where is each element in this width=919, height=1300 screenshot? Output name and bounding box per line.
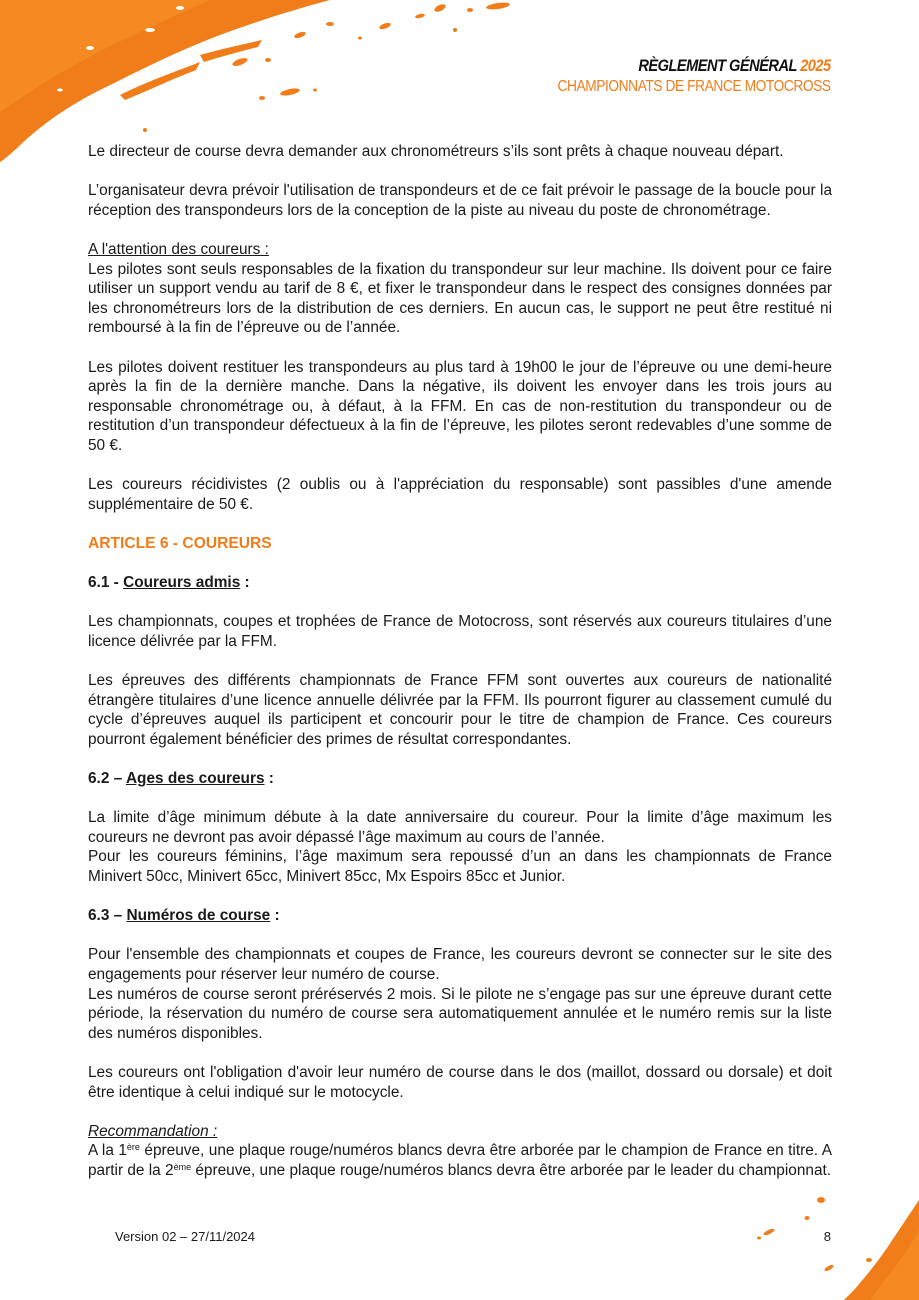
paragraph: Le directeur de course devra demander aux chronométreurs s’ils sont prêts à chaque nouveau départ. (88, 143, 784, 160)
superscript: ère (126, 1142, 140, 1153)
section-colon: : (264, 770, 274, 787)
section-number: 6.3 – (88, 907, 127, 925)
recommendation-paragraph (88, 1141, 832, 1180)
paragraph: L’organisateur devra prévoir l'utilisation de transpondeurs et de ce fait prévoir le passage de la boucle pour la réception des transpondeurs lors de la conception de la piste au niveau du poste de chronométrage. (88, 182, 832, 219)
paragraph: Les pilotes sont seuls responsables de la fixation du transpondeur sur leur machine. Ils doivent pour ce faire utiliser un support vendu au tarif de 8 €, et fixer le transpondeur dans le respect des consignes données par les chronométreurs lors de la distribution de ces derniers. En aucun cas, le support ne peut être restitué ni remboursé à la fin de l’épreuve ou de l’année. (88, 260, 832, 337)
paragraph: Les numéros de course seront préréservés 2 mois. Si le pilote ne s’engage pas sur une épreuve durant cette période, la réservation du numéro de course sera automatiquement annulée et le numéro remis sur la liste des numéros disponibles. (88, 985, 832, 1042)
text-run: épreuve, une plaque rouge/numéros blancs devra être arborée par le champion de France en titre. A partir de la 2 (88, 1142, 832, 1179)
text-run: A la 1 (88, 1142, 127, 1160)
section-6-2-heading (88, 769, 832, 789)
section-colon: : (240, 574, 250, 592)
paragraph: La limite d’âge minimum débute à la date anniversaire du coureur. Pour la limite d’âge maximum les coureurs ne devront pas avoir dépassé l’âge maximum au cours de l’année. (88, 809, 832, 846)
section-colon: : (270, 907, 280, 925)
section-title: Ages des coureurs (125, 770, 265, 787)
page-number: 8 (823, 1229, 831, 1244)
footer-version: Version 02 – 27/11/2024 (115, 1229, 255, 1244)
paragraph: Pour l'ensemble des championnats et coupes de France, les coureurs devront se connecter sur le site des engagements pour réserver leur numéro de course. (88, 946, 832, 983)
document-body (88, 142, 832, 1200)
paragraph: Les pilotes doivent restituer les transpondeurs au plus tard à 19h00 le jour de l’épreuve ou une demi-heure après la fin de la dernière manche. Dans la négative, ils doivent les envoyer dans les trois jours au responsable chronométrage ou, à défaut, à la FFM. En cas de non-restitution du transpondeur ou de restitution d’un transpondeur défectueux à la fin de l’épreuve, les pilotes seront redevables d’une somme de 50 €. (88, 358, 832, 454)
section-title: Coureurs admis (123, 574, 241, 592)
section-6-3-heading (88, 906, 832, 926)
header-title (558, 56, 831, 76)
paragraph: Les coureurs récidivistes (2 oublis ou à l'appréciation du responsable) sont passibles d'une amende supplémentaire de 50 €. (88, 476, 832, 513)
paragraph: Pour les coureurs féminins, l’âge maximum sera repoussé d’un an dans les championnats de France Minivert 50cc, Minivert 65cc, Minivert 85cc, Mx Espoirs 85cc et Junior. (88, 848, 832, 885)
superscript: ème (173, 1161, 192, 1172)
header-title-text: RÈGLEMENT GÉNÉRAL (638, 56, 797, 75)
paragraph: Les coureurs ont l'obligation d'avoir leur numéro de course dans le dos (maillot, dossard ou dorsale) et doit être identique à celui indiqué sur le motocycle. (88, 1063, 832, 1101)
article-title: ARTICLE 6 - COUREURS (88, 534, 272, 552)
document-header (513, 56, 831, 98)
header-subtitle: CHAMPIONNATS DE FRANCE MOTOCROSS (557, 78, 831, 95)
header-year: 2025 (800, 56, 831, 75)
brush-splatter-decoration-bottom (749, 1190, 919, 1300)
paragraph: Les épreuves des différents championnats de France FFM sont ouvertes aux coureurs de nationalité étrangère titulaires d’une licence annuelle délivrée par la FFM. Ils pourront figurer au classement cumulé du cycle d’épreuves auquel ils participent et concourir pour le titre de champion de France. Ces coureurs pourront également bénéficier des primes de résultat correspondantes. (88, 672, 832, 748)
text-run: épreuve, une plaque rouge/numéros blancs devra être arborée par le leader du championnat. (191, 1161, 832, 1179)
section-number: 6.1 - (88, 574, 124, 592)
section-title: Numéros de course (126, 907, 271, 925)
recommendation-label: Recommandation : (88, 1122, 218, 1140)
attention-label: A l'attention des coureurs : (88, 240, 269, 258)
paragraph: Les championnats, coupes et trophées de France de Motocross, sont réservés aux coureurs titulaires d’une licence délivrée par la FFM. (88, 613, 832, 650)
section-6-1-heading (88, 573, 832, 593)
section-number: 6.2 – (88, 770, 126, 787)
